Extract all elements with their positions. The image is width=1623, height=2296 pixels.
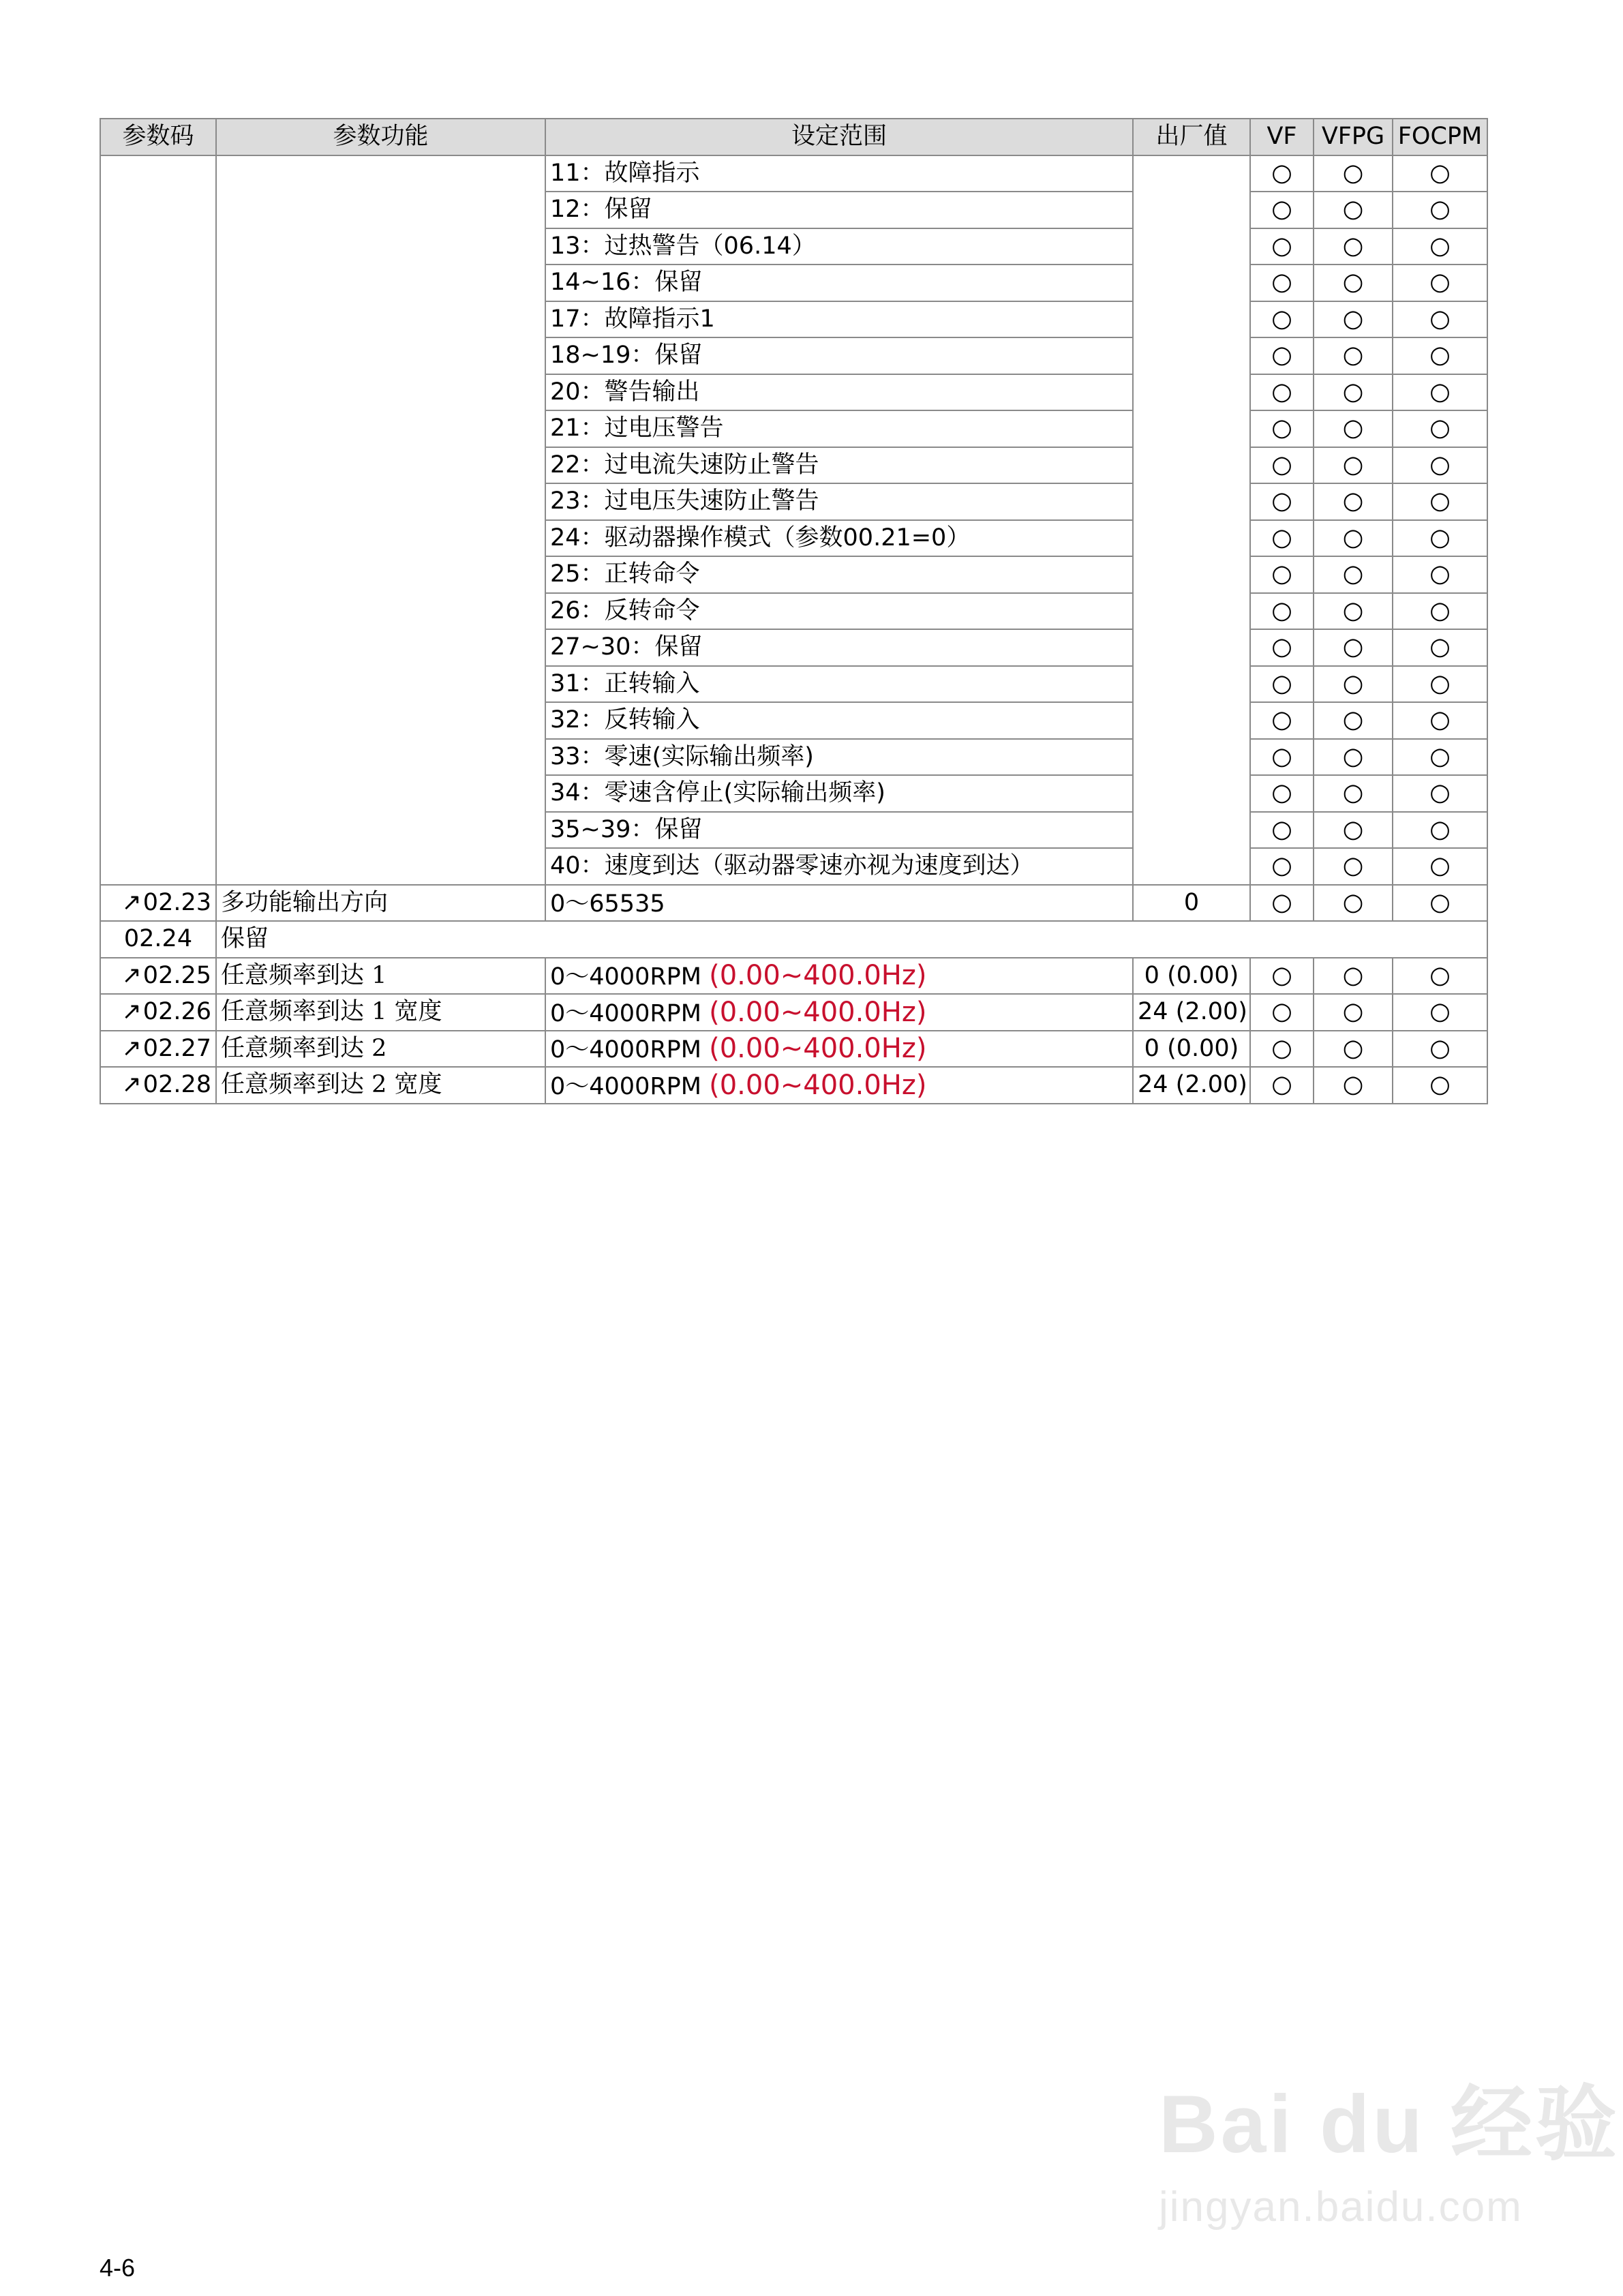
editable-arrow-icon: ↗	[121, 1071, 142, 1099]
param-code: 02.28	[142, 1071, 211, 1099]
mode-mark-focpm: ○	[1393, 666, 1487, 703]
table-row	[100, 1031, 1487, 1068]
range-option: 12：保留	[545, 192, 1133, 228]
param-range-hz: (0.00~400.0Hz)	[709, 1033, 927, 1065]
range-option: 22：过电流失速防止警告	[545, 447, 1133, 484]
mode-mark-focpm: ○	[1393, 447, 1487, 484]
mode-mark-vfpg: ○	[1314, 155, 1393, 192]
mode-mark-focpm: ○	[1393, 192, 1487, 228]
param-range-rpm: 0～4000RPM	[550, 1072, 710, 1100]
param-default: 0	[1133, 885, 1250, 922]
mode-mark-vf: ○	[1250, 301, 1314, 338]
mode-mark-vf: ○	[1250, 483, 1314, 520]
param-function: 多功能输出方向	[216, 885, 545, 922]
param-code: 02.24	[100, 921, 216, 958]
editable-arrow-icon: ↗	[121, 998, 142, 1026]
param-code-cell	[100, 958, 216, 995]
mode-mark-vfpg: ○	[1314, 374, 1393, 411]
mode-mark-vfpg: ○	[1314, 447, 1393, 484]
mode-mark-vf: ○	[1250, 337, 1314, 374]
mode-mark-focpm: ○	[1393, 155, 1487, 192]
mode-mark-focpm: ○	[1393, 994, 1487, 1031]
mode-mark-focpm: ○	[1393, 702, 1487, 739]
range-option: 21：过电压警告	[545, 410, 1133, 447]
param-range-cell	[545, 994, 1133, 1031]
range-option: 32：反转输入	[545, 702, 1133, 739]
param-code-cell	[100, 1031, 216, 1068]
mode-mark-vf: ○	[1250, 593, 1314, 630]
mode-mark-vfpg: ○	[1314, 1031, 1393, 1068]
mode-mark-vfpg: ○	[1314, 228, 1393, 265]
mode-mark-vf: ○	[1250, 265, 1314, 301]
mode-mark-vfpg: ○	[1314, 192, 1393, 228]
param-range-cell	[545, 1031, 1133, 1068]
table-header-row	[100, 119, 1487, 155]
mode-mark-vf: ○	[1250, 994, 1314, 1031]
param-range-rpm: 0～65535	[550, 890, 665, 918]
mode-mark-focpm: ○	[1393, 1031, 1487, 1068]
mode-mark-vfpg: ○	[1314, 520, 1393, 557]
function-cell-merged	[216, 155, 545, 885]
mode-mark-focpm: ○	[1393, 958, 1487, 995]
mode-mark-focpm: ○	[1393, 812, 1487, 849]
mode-mark-focpm: ○	[1393, 848, 1487, 885]
mode-mark-vfpg: ○	[1314, 848, 1393, 885]
mode-mark-vfpg: ○	[1314, 301, 1393, 338]
mode-mark-vfpg: ○	[1314, 483, 1393, 520]
mode-mark-vfpg: ○	[1314, 885, 1393, 922]
mode-mark-vfpg: ○	[1314, 593, 1393, 630]
mode-mark-vf: ○	[1250, 556, 1314, 593]
param-range-rpm: 0～4000RPM	[550, 999, 710, 1027]
mode-mark-vf: ○	[1250, 520, 1314, 557]
mode-mark-focpm: ○	[1393, 265, 1487, 301]
range-option: 23：过电压失速防止警告	[545, 483, 1133, 520]
editable-arrow-icon: ↗	[121, 961, 142, 989]
param-function: 保留	[216, 921, 1487, 958]
table-row	[100, 1067, 1487, 1104]
param-default: 24 (2.00)	[1133, 994, 1250, 1031]
baidu-watermark	[1159, 2059, 1620, 2231]
mode-mark-vfpg: ○	[1314, 410, 1393, 447]
header-default: 出厂值	[1133, 119, 1250, 155]
range-option: 20：警告输出	[545, 374, 1133, 411]
parameter-sheet	[100, 118, 1488, 1104]
mode-mark-vf: ○	[1250, 1067, 1314, 1104]
param-function: 任意频率到达 1 宽度	[216, 994, 545, 1031]
mode-mark-focpm: ○	[1393, 520, 1487, 557]
param-code: 02.26	[142, 998, 211, 1026]
parameter-table	[100, 118, 1488, 1104]
param-range-hz: (0.00~400.0Hz)	[709, 960, 927, 992]
param-range-rpm: 0～4000RPM	[550, 1036, 710, 1064]
param-code: 02.23	[142, 888, 211, 916]
mode-mark-vfpg: ○	[1314, 337, 1393, 374]
mode-mark-vf: ○	[1250, 666, 1314, 703]
mode-mark-focpm: ○	[1393, 885, 1487, 922]
mode-mark-vfpg: ○	[1314, 1067, 1393, 1104]
range-option: 40：速度到达（驱动器零速亦视为速度到达）	[545, 848, 1133, 885]
range-option: 34：零速含停止(实际输出频率)	[545, 775, 1133, 812]
mode-mark-vfpg: ○	[1314, 666, 1393, 703]
param-range-rpm: 0～4000RPM	[550, 963, 710, 991]
page-number: 4-6	[100, 2254, 136, 2282]
mode-mark-vf: ○	[1250, 958, 1314, 995]
mode-mark-vf: ○	[1250, 629, 1314, 666]
range-option: 17：故障指示1	[545, 301, 1133, 338]
param-range-cell	[545, 885, 1133, 922]
range-option: 35~39：保留	[545, 812, 1133, 849]
mode-mark-vfpg: ○	[1314, 556, 1393, 593]
param-code-cell	[100, 885, 216, 922]
table-row	[100, 994, 1487, 1031]
mode-mark-vfpg: ○	[1314, 265, 1393, 301]
mode-mark-focpm: ○	[1393, 228, 1487, 265]
param-code: 02.25	[142, 961, 211, 989]
header-function: 参数功能	[216, 119, 545, 155]
range-option: 13：过热警告（06.14）	[545, 228, 1133, 265]
mode-mark-vfpg: ○	[1314, 958, 1393, 995]
table-row	[100, 885, 1487, 922]
mode-mark-focpm: ○	[1393, 337, 1487, 374]
mode-mark-focpm: ○	[1393, 629, 1487, 666]
param-range-hz: (0.00~400.0Hz)	[709, 996, 927, 1028]
mode-mark-focpm: ○	[1393, 374, 1487, 411]
param-function: 任意频率到达 2 宽度	[216, 1067, 545, 1104]
mode-mark-focpm: ○	[1393, 739, 1487, 776]
param-default: 0 (0.00)	[1133, 1031, 1250, 1068]
table-body	[100, 155, 1487, 1104]
param-function: 任意频率到达 1	[216, 958, 545, 995]
param-code-cell	[100, 1067, 216, 1104]
range-option: 33：零速(实际输出频率)	[545, 739, 1133, 776]
mode-mark-vf: ○	[1250, 885, 1314, 922]
header-range: 设定范围	[545, 119, 1133, 155]
range-option: 11：故障指示	[545, 155, 1133, 192]
mode-mark-vfpg: ○	[1314, 994, 1393, 1031]
mode-mark-focpm: ○	[1393, 301, 1487, 338]
mode-mark-focpm: ○	[1393, 593, 1487, 630]
mode-mark-vf: ○	[1250, 192, 1314, 228]
mode-mark-vf: ○	[1250, 410, 1314, 447]
param-function: 任意频率到达 2	[216, 1031, 545, 1068]
mode-mark-vf: ○	[1250, 812, 1314, 849]
watermark-brand: Bai du 经验	[1159, 2079, 1620, 2170]
table-row	[100, 155, 1487, 192]
mode-mark-vf: ○	[1250, 374, 1314, 411]
param-code-cell	[100, 994, 216, 1031]
header-vfpg: VFPG	[1314, 119, 1393, 155]
range-option: 31：正转输入	[545, 666, 1133, 703]
range-option: 18~19：保留	[545, 337, 1133, 374]
mode-mark-focpm: ○	[1393, 410, 1487, 447]
mode-mark-vf: ○	[1250, 447, 1314, 484]
header-vf: VF	[1250, 119, 1314, 155]
mode-mark-focpm: ○	[1393, 556, 1487, 593]
table-row	[100, 921, 1487, 958]
param-default: 24 (2.00)	[1133, 1067, 1250, 1104]
header-code: 参数码	[100, 119, 216, 155]
range-option: 24：驱动器操作模式（参数00.21=0）	[545, 520, 1133, 557]
default-cell-merged	[1133, 155, 1250, 885]
mode-mark-vfpg: ○	[1314, 702, 1393, 739]
mode-mark-vf: ○	[1250, 155, 1314, 192]
mode-mark-vf: ○	[1250, 775, 1314, 812]
editable-arrow-icon: ↗	[121, 1034, 142, 1062]
mode-mark-vf: ○	[1250, 848, 1314, 885]
range-option: 14~16：保留	[545, 265, 1133, 301]
mode-mark-vfpg: ○	[1314, 812, 1393, 849]
range-option: 26：反转命令	[545, 593, 1133, 630]
mode-mark-vf: ○	[1250, 228, 1314, 265]
watermark-url: jingyan.baidu.com	[1159, 2184, 1523, 2231]
param-range-cell	[545, 958, 1133, 995]
mode-mark-vf: ○	[1250, 739, 1314, 776]
param-range-hz: (0.00~400.0Hz)	[709, 1069, 927, 1101]
mode-mark-vf: ○	[1250, 1031, 1314, 1068]
mode-mark-focpm: ○	[1393, 1067, 1487, 1104]
mode-mark-vf: ○	[1250, 702, 1314, 739]
editable-arrow-icon: ↗	[121, 888, 142, 916]
mode-mark-vfpg: ○	[1314, 775, 1393, 812]
table-row	[100, 958, 1487, 995]
header-focpm: FOCPM	[1393, 119, 1487, 155]
code-cell-merged	[100, 155, 216, 885]
mode-mark-vfpg: ○	[1314, 739, 1393, 776]
range-option: 25：正转命令	[545, 556, 1133, 593]
mode-mark-focpm: ○	[1393, 775, 1487, 812]
param-range-cell	[545, 1067, 1133, 1104]
range-option: 27~30：保留	[545, 629, 1133, 666]
param-default: 0 (0.00)	[1133, 958, 1250, 995]
mode-mark-focpm: ○	[1393, 483, 1487, 520]
param-code: 02.27	[142, 1034, 211, 1062]
mode-mark-vfpg: ○	[1314, 629, 1393, 666]
